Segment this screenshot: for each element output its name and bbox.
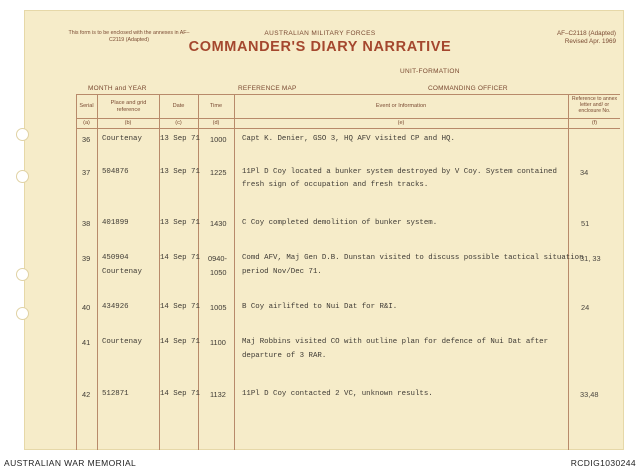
col-head-time: Time xyxy=(209,103,223,109)
entry-time: 1100 xyxy=(210,338,226,347)
col-letter-a: (a) xyxy=(83,120,90,126)
entry-date: 14 Sep 71 xyxy=(160,338,200,346)
entry-event-line: fresh sign of occupation and fresh tracks. xyxy=(242,181,429,189)
column-rule xyxy=(97,94,98,450)
col-letter-c: (c) xyxy=(175,120,182,126)
entry-place-secondary: Courtenay xyxy=(102,268,142,276)
entry-place: 504876 xyxy=(102,168,129,176)
col-letter-b: (b) xyxy=(124,120,132,126)
punch-hole xyxy=(16,128,29,141)
header-rule xyxy=(76,118,620,119)
entry-serial: 40 xyxy=(82,303,91,312)
commanding-officer-label: COMMANDING OFFICER xyxy=(428,85,508,92)
entry-date: 14 Sep 71 xyxy=(160,303,200,311)
entry-event-line: Maj Robbins visited CO with outline plan for defence of Nui Dat after xyxy=(242,338,549,346)
entry-place: 401899 xyxy=(102,219,129,227)
entry-annex: 34 xyxy=(580,168,589,177)
entry-event-line: B Coy airlifted to Nui Dat for R&I. xyxy=(242,303,398,311)
entry-time: 1000 xyxy=(210,135,227,144)
month-year-label: MONTH and YEAR xyxy=(88,85,147,92)
form-code-number: AF–C2118 (Adapted) xyxy=(556,30,616,37)
entry-place: Courtenay xyxy=(102,338,142,346)
diary-sheet xyxy=(24,10,624,450)
table-top-rule xyxy=(76,94,620,95)
entry-place: 434926 xyxy=(102,303,129,311)
entry-time: 0940- xyxy=(208,254,227,263)
col-letter-d: (d) xyxy=(212,120,220,126)
entry-date: 13 Sep 71 xyxy=(160,168,200,176)
entry-time: 1132 xyxy=(210,390,226,399)
entry-date: 13 Sep 71 xyxy=(160,135,200,143)
column-rule xyxy=(234,94,235,450)
entry-date: 13 Sep 71 xyxy=(160,219,200,227)
entry-serial: 42 xyxy=(82,390,91,399)
entry-serial: 39 xyxy=(82,254,91,263)
enclosure-note: This form is to be enclosed with the annexes in AF–C2119 (Adapted) xyxy=(68,30,190,43)
col-head-annex: Reference to annex letter and/ or enclosure No. xyxy=(571,96,618,114)
entry-annex: 51 xyxy=(581,219,590,228)
header-rule xyxy=(76,128,620,129)
entry-place: 450904 xyxy=(102,254,129,262)
col-head-place: Place and grid reference xyxy=(110,100,147,113)
unit-formation-label: UNIT-FORMATION xyxy=(400,68,460,75)
entry-time-end: 1050 xyxy=(210,268,227,277)
entry-annex: 31, 33 xyxy=(580,254,601,263)
entry-serial: 37 xyxy=(82,168,91,177)
form-title: COMMANDER'S DIARY NARRATIVE xyxy=(188,39,452,55)
entry-time: 1430 xyxy=(210,219,227,228)
entry-time: 1225 xyxy=(210,168,227,177)
form-code xyxy=(520,30,616,46)
punch-hole xyxy=(16,268,29,281)
entry-place: 512871 xyxy=(102,390,129,398)
entry-annex: 24 xyxy=(581,303,590,312)
entry-event-line: Capt K. Denier, GSO 3, HQ AFV visited CP and HQ. xyxy=(242,135,455,143)
punch-hole xyxy=(16,170,29,183)
entry-annex: 33,48 xyxy=(580,390,599,399)
forces-heading: AUSTRALIAN MILITARY FORCES xyxy=(264,30,376,37)
entry-place: Courtenay xyxy=(102,135,142,143)
entry-serial: 36 xyxy=(82,135,91,144)
entry-serial: 38 xyxy=(82,219,91,228)
entry-serial: 41 xyxy=(82,338,91,347)
col-head-serial: Serial xyxy=(79,103,94,109)
entry-date: 14 Sep 71 xyxy=(160,254,200,262)
entry-date: 14 Sep 71 xyxy=(160,390,200,398)
entry-event-line: departure of 3 RAR. xyxy=(242,352,327,360)
column-rule xyxy=(76,94,77,450)
archive-credit: AUSTRALIAN WAR MEMORIAL xyxy=(4,458,137,468)
col-letter-e: (e) xyxy=(397,120,405,126)
col-letter-f: (f) xyxy=(591,120,598,126)
entry-event-line: 11Pl D Coy located a bunker system destroyed by V Coy. System contained xyxy=(242,168,557,176)
col-head-date: Date xyxy=(172,103,185,109)
reference-map-label: REFERENCE MAP xyxy=(238,85,297,92)
archive-reference: RCDIG1030244 xyxy=(570,458,636,468)
entry-event-line: period Nov/Dec 71. xyxy=(242,268,322,276)
entry-event-line: C Coy completed demolition of bunker system. xyxy=(242,219,438,227)
punch-hole xyxy=(16,307,29,320)
entry-event-line: 11Pl D Coy contacted 2 VC, unknown results. xyxy=(242,390,433,398)
entry-time: 1005 xyxy=(210,303,227,312)
entry-event-line: Comd AFV, Maj Gen D.B. Dunstan visited to discuss possible tactical situation xyxy=(242,254,584,262)
form-revision: Revised Apr. 1969 xyxy=(564,38,616,45)
column-rule xyxy=(568,94,569,450)
col-head-event: Event or Information xyxy=(375,103,427,109)
